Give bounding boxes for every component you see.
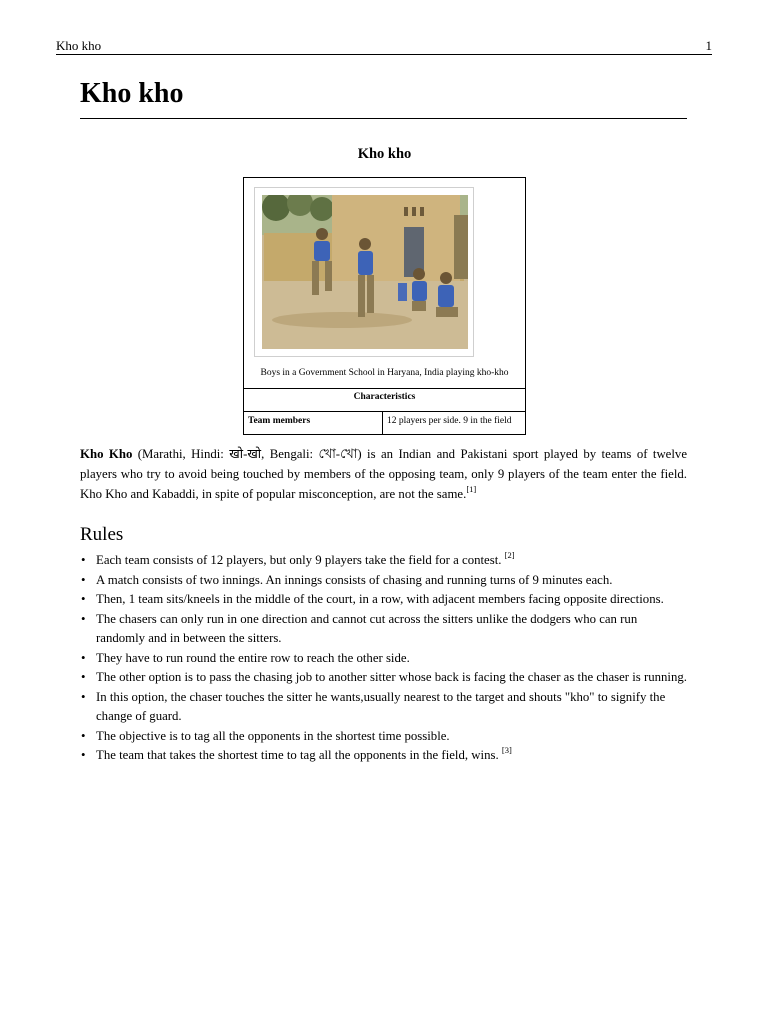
list-item (80, 649, 687, 669)
list-item (80, 727, 687, 747)
rules-heading: Rules (80, 524, 124, 545)
list-item (80, 746, 687, 766)
running-header-title: Kho kho (56, 38, 102, 53)
list-item (80, 551, 687, 571)
rule-text: A match consists of two innings. An innings consists of chasing and running turns of 9 minutes each. (96, 572, 613, 587)
rule-text: The chasers can only run in one direction and cannot cut across the sitters unlike the dodgers who can run randomly and in between the sitters. (96, 611, 638, 645)
list-item (80, 668, 687, 688)
infobox (243, 177, 526, 435)
kho-kho-photo (262, 195, 468, 349)
infobox-row-value: 12 players per side. 9 in the field (387, 416, 512, 426)
header-divider (56, 54, 712, 55)
intro-hindi-name: खो-खो (229, 447, 262, 461)
intro-bengali-name: খো-খো (318, 447, 358, 461)
page-number: 1 (705, 38, 712, 53)
rule-text: They have to run round the entire row to reach the other side. (96, 650, 410, 665)
list-item (80, 688, 687, 727)
intro-term: Kho Kho (80, 447, 133, 461)
infobox-photo (254, 187, 474, 357)
infobox-divider (244, 411, 525, 412)
rules-list (80, 551, 687, 766)
infobox-column-divider (382, 411, 383, 434)
list-item (80, 610, 687, 649)
footnote-ref[interactable]: [3] (501, 745, 512, 755)
rule-text: The team that takes the shortest time to tag all the opponents in the field, wins. (96, 748, 502, 762)
rule-text: Then, 1 team sits/kneels in the middle of the court, in a row, with adjacent members facing opposite directions. (96, 592, 664, 606)
running-header (56, 38, 712, 54)
rule-text: In this option, the chaser touches the sitter he wants,usually nearest to the target and shouts "kho" to signify the change of guard. (96, 689, 666, 723)
intro-text: ) is an Indian and Pakistani sport played by teams of twelve players who try to avoid being touched by members of the opposing team, only 9 players of the team enter the field. Kho Kho and Kabaddi, in spite of popular misconception, are not the same. (80, 447, 687, 501)
intro-text: (Marathi, Hindi: (132, 447, 230, 461)
infobox-section-header: Characteristics (353, 392, 416, 402)
infobox-caption: Kho kho (357, 146, 412, 162)
list-item (80, 590, 687, 610)
page-title: Kho kho (80, 78, 184, 109)
rule-text: The objective is to tag all the opponents in the shortest time possible. (96, 728, 450, 743)
intro-text: , Bengali: (261, 447, 319, 461)
footnote-ref[interactable]: [1] (466, 484, 477, 494)
rule-text: Each team consists of 12 players, but only 9 players take the field for a contest. (96, 553, 505, 567)
list-item (80, 571, 687, 591)
image-caption: Boys in a Government School in Haryana, India playing kho-kho (260, 368, 509, 378)
title-divider (80, 118, 687, 119)
infobox-row-key: Team members (248, 416, 311, 426)
rule-text: The other option is to pass the chasing job to another sitter whose back is facing the chaser as the chaser is running. (96, 670, 687, 684)
infobox-divider (244, 388, 525, 389)
footnote-ref[interactable]: [2] (504, 550, 515, 560)
intro-paragraph (80, 444, 687, 504)
